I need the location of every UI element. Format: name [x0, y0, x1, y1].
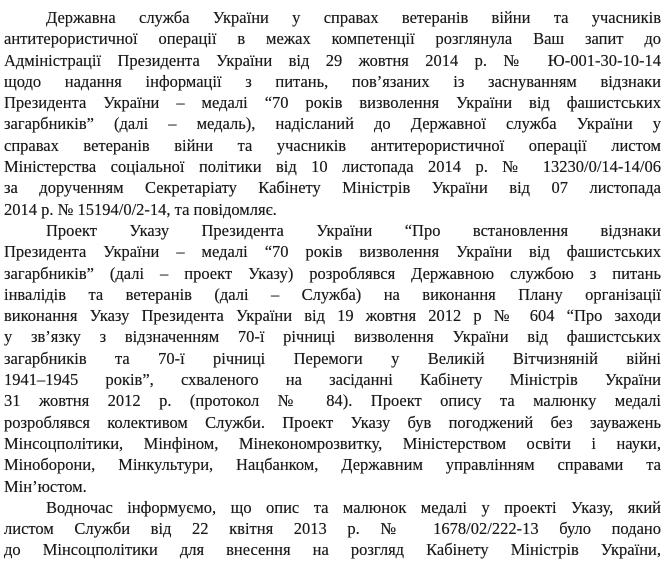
text-line: Президента України – медалі “70 років визволення України від фашистських: [4, 93, 661, 113]
text-line: 1941–1945 років”, схваленого на засіданні Кабінету Міністрів України: [4, 370, 661, 390]
text-line: загарбників” (далі – проект Указу) розроблявся Державною службою з питань: [4, 263, 661, 283]
text-line: Адміністрації Президента України від 29 жовтня 2014 р. № Ю-001-30-10-14: [4, 50, 661, 70]
text-line: листом Служби від 22 квітня 2013 р. № 1678/02/222-13 було подано: [4, 519, 661, 539]
paragraph: [4, 497, 661, 561]
paragraph: [4, 7, 661, 220]
text-line: за дорученням Секретаріату Кабінету Міністрів України від 07 листопада: [4, 178, 661, 198]
text-line: інвалідів та ветеранів (далі – Служба) на виконання Плану організації: [4, 284, 661, 304]
text-line: антитерористичної операції в межах компетенції розглянула Ваш запит до: [4, 29, 661, 49]
text-line: справах ветеранів війни та учасників антитерористичної операції листом: [4, 135, 661, 155]
text-line: у зв’язку з відзначенням 70-ї річниці визволення України від фашистських: [4, 327, 661, 347]
text-line: Міноборони, Мінкультури, Нацбанком, Державним управлінням справами та: [4, 455, 661, 475]
paragraph: [4, 220, 661, 497]
text-line: 2014 р. № 15194/0/2-14, та повідомляє.: [4, 199, 277, 219]
text-line: Державна служба України у справах ветеранів війни та учасників: [46, 8, 661, 27]
text-line: Мінсоцполітики, Мінфіном, Мінекономрозвитку, Міністерством освіти і науки,: [4, 433, 661, 453]
text-line: щодо надання інформації з питань, пов’язаних із заснуванням відзнаки: [4, 71, 661, 91]
text-line: Міністерства соціальної політики від 10 листопада 2014 р. № 13230/0/14-14/06: [4, 157, 661, 177]
text-line: до Мінсоцполітики для внесення на розгляд Кабінету Міністрів України,: [4, 540, 661, 560]
text-line: розроблявся колективом Служби. Проект Указу був погоджений без зауважень: [4, 412, 661, 432]
text-line: загарбників та 70-ї річниці Перемоги у Великій Вітчизняній війні: [4, 348, 661, 368]
text-line: Водночас інформуємо, що опис та малюнок медалі у проекті Указу, який: [46, 497, 661, 517]
text-line: Президента України – медалі “70 років визволення України від фашистських: [4, 242, 661, 262]
text-line: Мін’юстом.: [4, 476, 87, 496]
text-line: 31 жовтня 2012 р. (протокол № 84). Проект опису та малюнку медалі: [4, 391, 661, 411]
text-line: загарбників” (далі – медаль), надісланий до Державної служба України у: [4, 114, 661, 134]
text-line: Проект Указу Президента України “Про встановлення відзнаки: [46, 220, 661, 240]
text-line: виконання Указу Президента України від 19 жовтня 2012 р № 604 “Про заходи: [4, 306, 661, 326]
